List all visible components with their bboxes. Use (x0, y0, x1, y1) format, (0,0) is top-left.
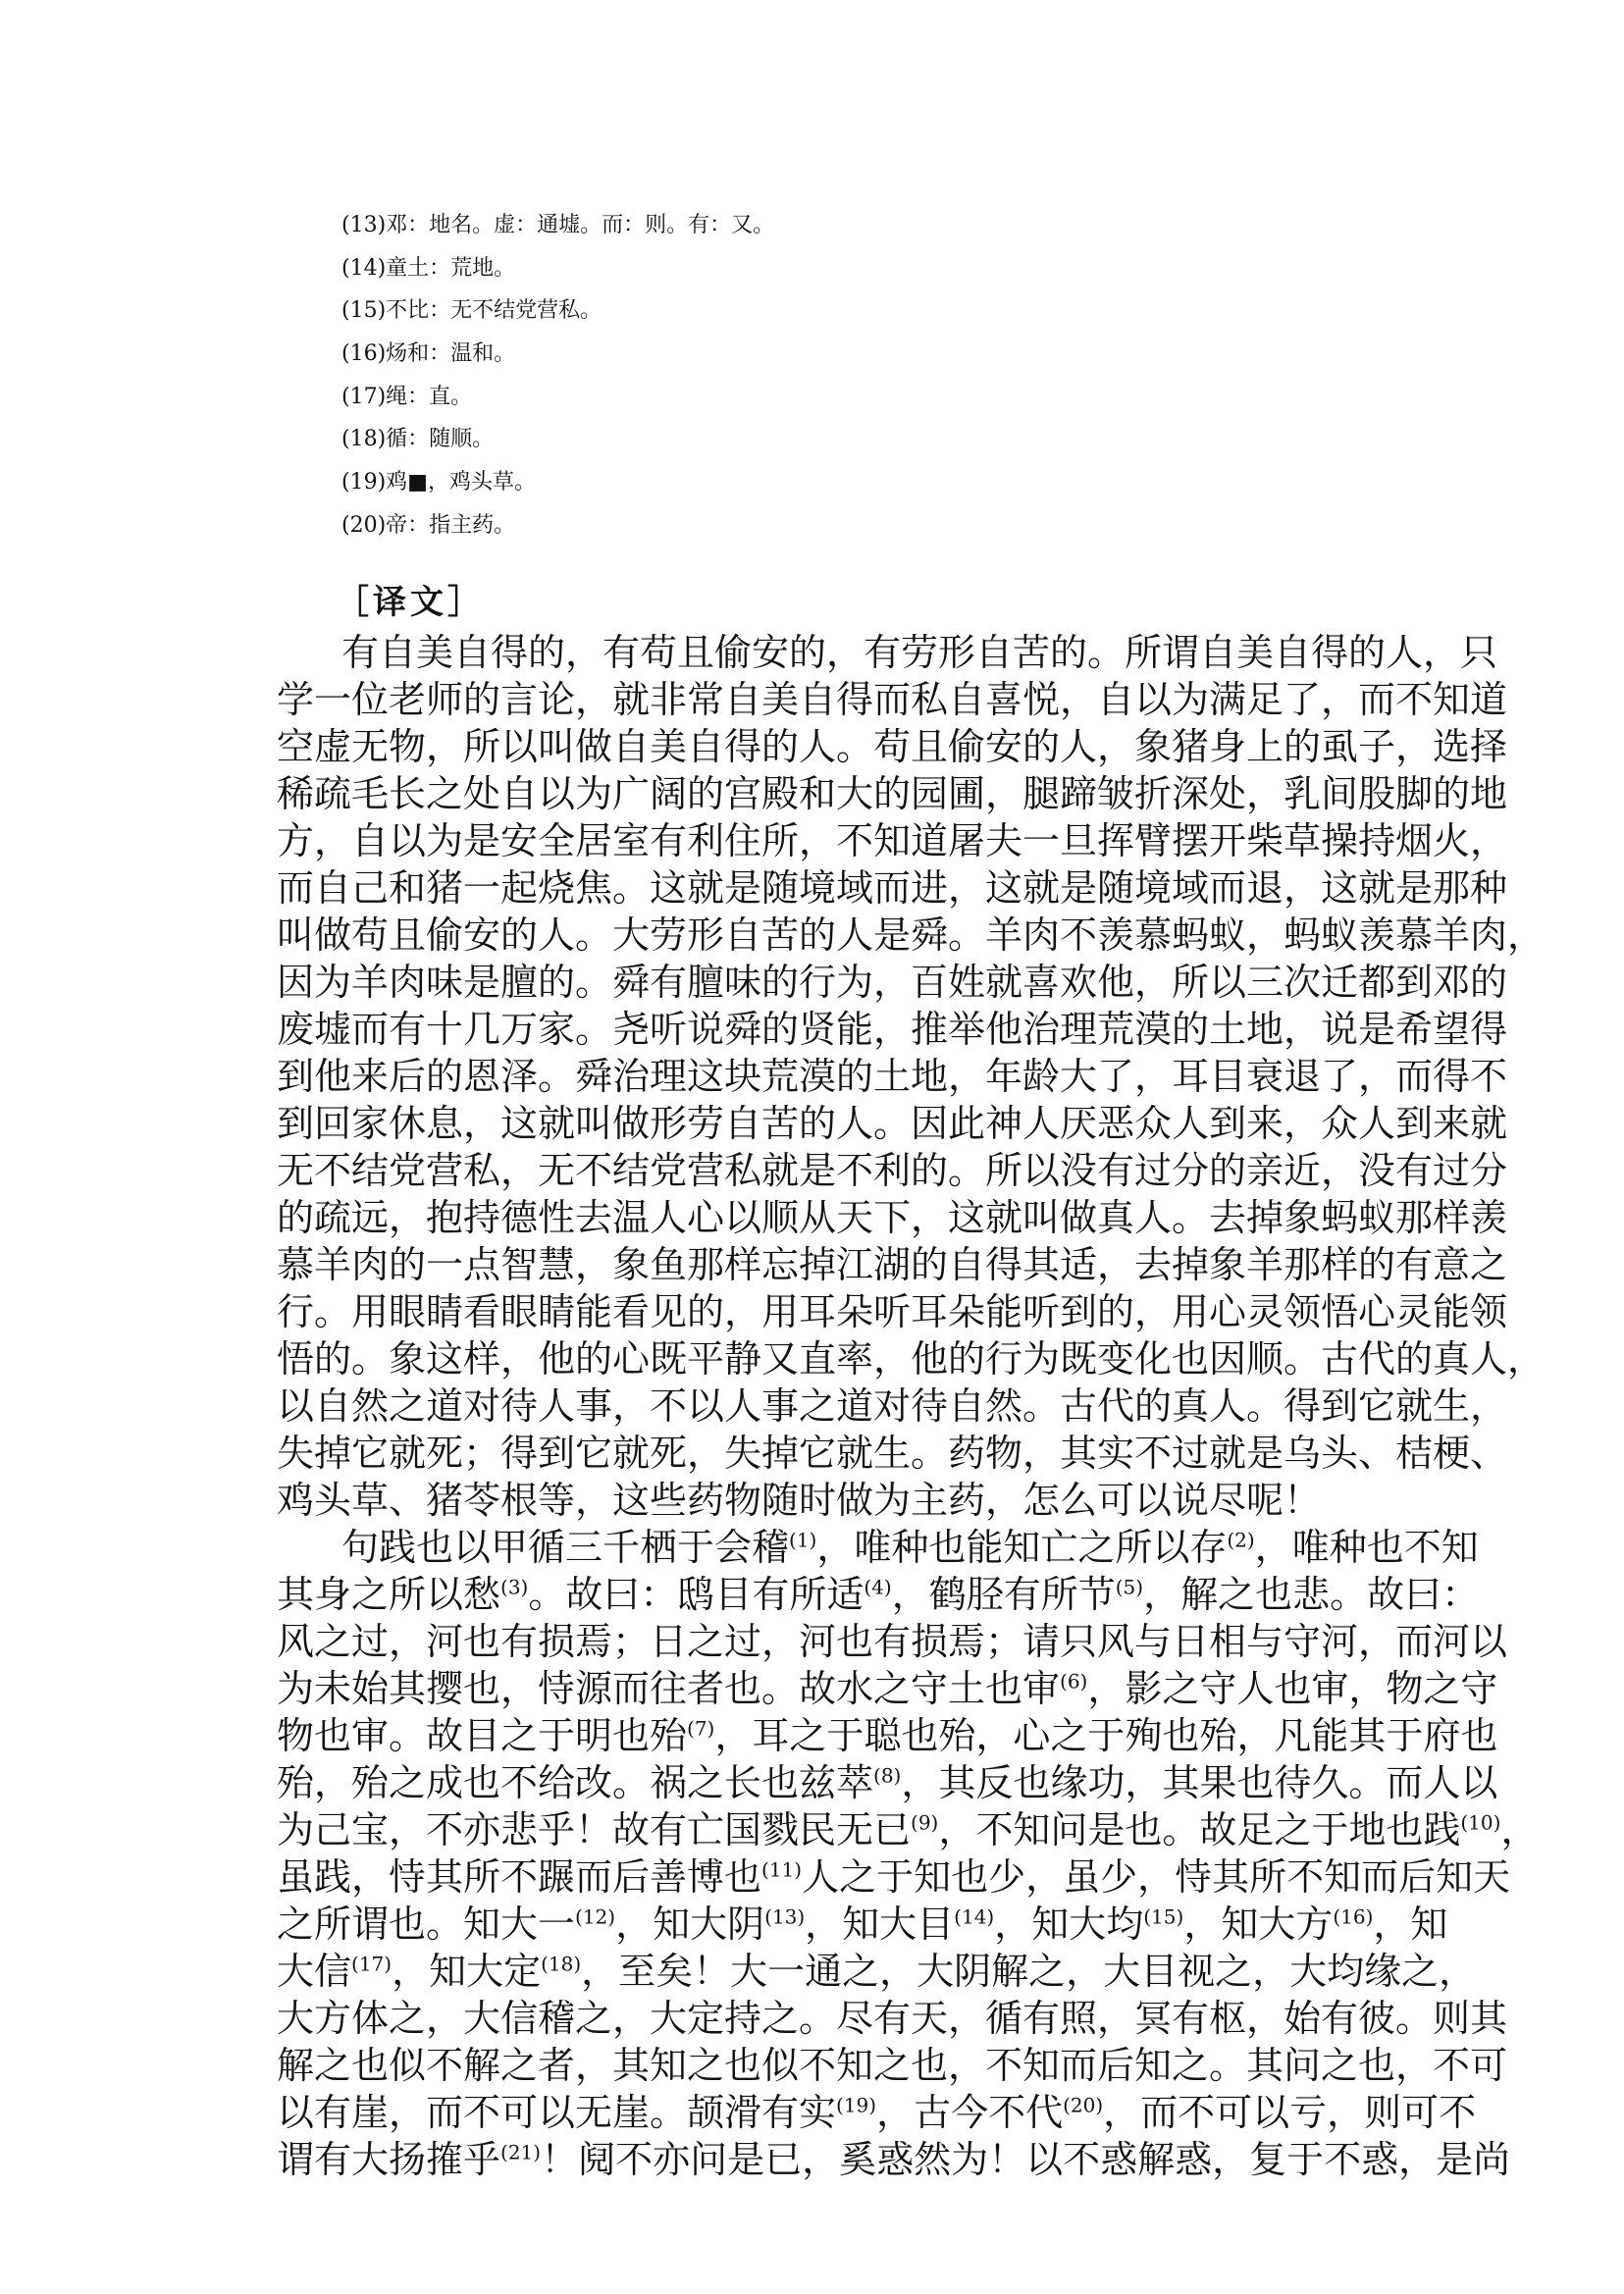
footnote-ref: (3) (500, 1575, 529, 1599)
text-line: 为未始其撄也，恃源而往者也。故水之守土也审$^{(6)}$，影之守人也审，物之守 (277, 1667, 1498, 1710)
text-line: 以有崖，而不可以无崖。颉滑有实$^{(19)}$，古今不代$^{(20)}$，而不可以亏，则可不 (277, 2091, 1477, 2134)
footnote-ref: (21) (500, 2140, 542, 2164)
paragraph (277, 629, 1545, 1524)
note-item: (14)童土：荒地。 (341, 255, 516, 281)
footnote-ref: (17) (351, 1952, 393, 1976)
footnote-ref: (8) (873, 1763, 902, 1788)
text-line: 叫做苟且偷安的人。大劳形自苦的人是舜。羊肉不羡慕蚂蚁，蚂蚁羡慕羊肉， (277, 913, 1545, 957)
annotation-notes (341, 204, 774, 547)
footnote-ref: (9) (911, 1810, 939, 1835)
note-item: (13)邓：地名。虚：通墟。而：则。有：又。 (341, 213, 775, 237)
text-line: 虽践，恃其所不蹍而后善博也$^{(11)}$人之于知也少，虽少，恃其所不知而后知天 (277, 1855, 1511, 1899)
text-line: 废墟而有十几万家。尧听说舜的贤能，推举他治理荒漠的土地，说是希望得 (277, 1008, 1508, 1051)
note-item: (18)循：随顺。 (341, 427, 495, 452)
text-line: 方，自以为是安全居室有利住所，不知道屠夫一旦挥臂摆开柴草操持烟火， (277, 819, 1508, 862)
footnote-ref: (5) (1115, 1575, 1144, 1599)
note-item: (17)绳：直。 (341, 384, 473, 409)
text-line: 为己宝，不亦悲乎！故有亡国戮民无已$^{(9)}$，不知问是也。故足之于地也践$^{(10)}$， (277, 1808, 1539, 1851)
text-line: 到他来后的恩泽。舜治理这块荒漠的土地，年龄大了，耳目衰退了，而得不 (277, 1055, 1508, 1098)
text-line: 慕羊肉的一点智慧，象鱼那样忘掉江湖的自得其适，去掉象羊那样的有意之 (277, 1243, 1508, 1286)
footnote-ref: (15) (1143, 1904, 1184, 1929)
text-line: 鸡头草、猪苓根等，这些药物随时做为主药，怎么可以说尽呢！ (277, 1479, 1322, 1522)
text-line: 失掉它就死；得到它就死，失掉它就生。药物，其实不过就是乌头、桔梗、 (277, 1432, 1508, 1475)
text-line: 学一位老师的言论，就非常自美自得而私自喜悦，自以为满足了，而不知道 (277, 678, 1508, 721)
text-line: 空虚无物，所以叫做自美自得的人。苟且偷安的人，象猪身上的虱子，选择 (277, 725, 1508, 768)
note-item: (19)鸡■，鸡头草。 (341, 470, 536, 495)
note-item: (16)炀和：温和。 (341, 341, 516, 367)
text-line: 殆，殆之成也不给改。祸之长也兹萃$^{(8)}$，其反也缘功，其果也待久。而人以 (277, 1761, 1498, 1804)
text-line: 稀疏毛长之处自以为广阔的宫殿和大的园圃，腿蹄皱折深处，乳间股脚的地 (277, 772, 1508, 815)
section-heading: ［译文］ (336, 583, 485, 622)
note-item: (20)帝：指主药。 (341, 512, 516, 538)
text-line: 解之也似不解之者，其知之也似不知之也，不知而后知之。其问之也，不可 (277, 2044, 1508, 2087)
text-line: 谓有大扬搉乎$^{(21)}$！阋不亦问是已，奚惑然为！以不惑解惑，复于不惑，是尚 (277, 2138, 1511, 2181)
footnote-ref: (19) (836, 2093, 877, 2117)
paragraph (277, 1524, 1539, 2183)
text-line: 无不结党营私，无不结党营私就是不利的。所以没有过分的亲近，没有过分 (277, 1149, 1508, 1192)
text-line: 而自己和猪一起烧焦。这就是随境域而进，这就是随境域而退，这就是那种 (277, 866, 1508, 910)
text-line: 句践也以甲循三千栖于会稽$^{(1)}$，唯种也能知亡之所以存$^{(2)}$，唯种也不知 (341, 1526, 1479, 1569)
text-line: 到回家休息，这就叫做形劳自苦的人。因此神人厌恶众人到来，众人到来就 (277, 1102, 1508, 1145)
footnote-ref: (14) (954, 1904, 995, 1929)
text-line: 有自美自得的，有苟且偷安的，有劳形自苦的。所谓自美自得的人，只 (341, 631, 1498, 674)
text-line: 行。用眼睛看眼睛能看见的，用耳朵听耳朵能听到的，用心灵领悟心灵能领 (277, 1290, 1508, 1333)
text-line: 以自然之道对待人事，不以人事之道对待自然。古代的真人。得到它就生， (277, 1384, 1508, 1428)
footnote-ref: (7) (687, 1716, 715, 1741)
footnote-ref: (13) (764, 1904, 806, 1929)
text-line: 的疏远，抱持德性去温人心以顺从天下，这就叫做真人。去掉象蚂蚁那样羡 (277, 1196, 1508, 1239)
text-line: 物也审。故目之于明也殆$^{(7)}$，耳之于聪也殆，心之于殉也殆，凡能其于府也 (277, 1714, 1498, 1757)
footnote-ref: (12) (575, 1904, 616, 1929)
footnote-ref: (6) (1060, 1669, 1088, 1694)
footnote-ref: (2) (1227, 1528, 1255, 1552)
footnote-ref: (11) (761, 1857, 803, 1882)
text-line: 大信$^{(17)}$，知大定$^{(18)}$，至矣！大一通之，大阴解之，大目视之，大均缘之， (277, 1950, 1477, 1993)
translation-body (277, 629, 1545, 2183)
footnote-ref: (16) (1333, 1904, 1374, 1929)
footnote-ref: (1) (789, 1528, 817, 1552)
text-line: 悟的。象这样，他的心既平静又直率，他的行为既变化也因顺。古代的真人， (277, 1337, 1545, 1381)
text-line: 风之过，河也有损焉；日之过，河也有损焉；请只风与日相与守河，而河以 (277, 1620, 1508, 1663)
footnote-ref: (4) (864, 1575, 892, 1599)
text-line: 大方体之，大信稽之，大定持之。尽有天，循有照，冥有枢，始有彼。则其 (277, 1997, 1508, 2040)
footnote-ref: (18) (541, 1952, 582, 1976)
text-line: 其身之所以愁$^{(3)}$。故曰：鸱目有所适$^{(4)}$，鹤胫有所节$^{(5)}$，解之也悲。故曰： (277, 1573, 1480, 1616)
footnote-ref: (10) (1460, 1810, 1501, 1835)
text-line: 之所谓也。知大一$^{(12)}$，知大阴$^{(13)}$，知大目$^{(14)}$，知大均$^{(15)}$，知大方$^{(16)}$，知 (277, 1903, 1448, 1946)
note-item: (15)不比：无不结党营私。 (341, 298, 602, 324)
text-line: 因为羊肉味是膻的。舜有膻味的行为，百姓就喜欢他，所以三次迁都到邓的 (277, 961, 1508, 1004)
footnote-ref: (20) (1063, 2093, 1104, 2117)
